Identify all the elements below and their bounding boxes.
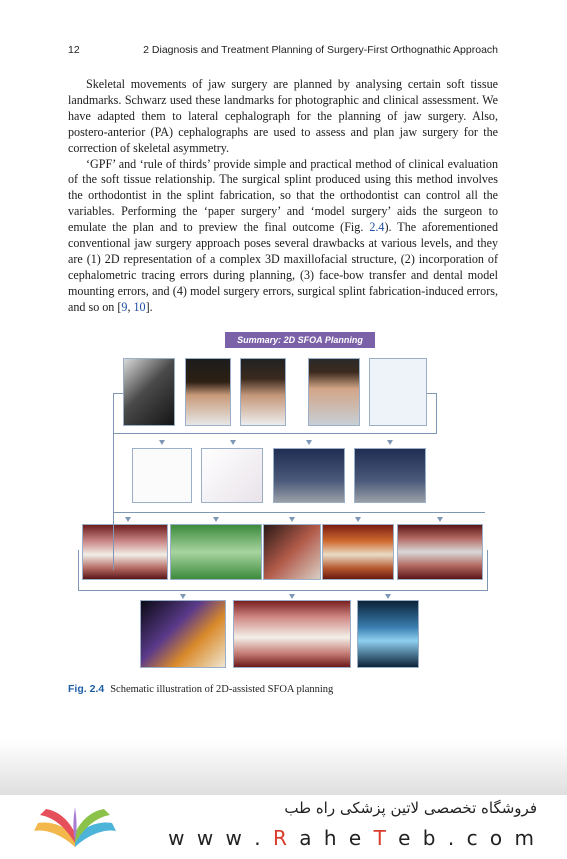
figure-2-4 bbox=[115, 330, 500, 675]
flow-connector bbox=[113, 512, 485, 513]
flow-arrow bbox=[289, 594, 295, 599]
flow-arrow bbox=[159, 440, 165, 445]
figure-caption bbox=[68, 683, 498, 695]
body-text bbox=[68, 77, 498, 316]
lateral-cephalogram-image bbox=[123, 358, 175, 426]
3d-ct-frontal-image bbox=[357, 600, 419, 668]
flow-arrow bbox=[213, 517, 219, 522]
running-title: 2 Diagnosis and Treatment Planning of Surgery-First Orthognathic Approach bbox=[143, 44, 498, 56]
citation-separator: , bbox=[127, 299, 134, 314]
flow-connector bbox=[78, 550, 79, 590]
flow-arrow bbox=[387, 440, 393, 445]
teeth-2-image bbox=[322, 524, 394, 580]
citation-link-9[interactable]: 9 bbox=[121, 299, 128, 314]
book-logo-icon bbox=[30, 803, 120, 853]
flow-arrow bbox=[437, 517, 443, 522]
splint-image bbox=[170, 524, 262, 580]
url-part: R bbox=[272, 826, 290, 850]
articulator-2-image bbox=[354, 448, 426, 503]
page-number: 12 bbox=[68, 44, 80, 56]
flow-arrow bbox=[230, 440, 236, 445]
paragraph-2-part: ]. bbox=[145, 299, 153, 314]
flow-connector bbox=[78, 590, 488, 591]
flow-arrow bbox=[355, 517, 361, 522]
teeth-1-image bbox=[82, 524, 168, 580]
paragraph-2-part: ). The aforementioned conventional jaw surgery approach poses several drawbacks at various levels, and they are (1) 2D representation of a complex 3D maxillofacial structure, (2) incorporation of cephalometric tracing errors during planning, (3) face-bow transfer and dental model mounting errors, and (4) model surgery errors, surgical splint fabrication-induced errors, and so on [ bbox=[68, 220, 498, 314]
citation-link-10[interactable]: 10 bbox=[133, 299, 146, 314]
articulator-1-image bbox=[273, 448, 345, 503]
cephalometric-tracing-image bbox=[132, 448, 192, 503]
flow-arrow bbox=[385, 594, 391, 599]
flow-connector bbox=[487, 550, 488, 590]
flow-connector bbox=[113, 393, 123, 394]
teeth-final-image bbox=[233, 600, 351, 668]
figure-caption-label: Fig. 2.4 bbox=[68, 683, 105, 695]
paragraph-2 bbox=[68, 157, 498, 316]
watermark-persian-text: فروشگاه تخصصی لاتین پزشکی راه طب bbox=[284, 799, 537, 817]
url-part: a h e bbox=[289, 826, 374, 850]
figure-title-banner: Summary: 2D SFOA Planning bbox=[225, 332, 375, 348]
url-part: T bbox=[373, 826, 389, 850]
figure-reference-link[interactable]: 2.4 bbox=[369, 220, 385, 235]
profile-photo-1-image bbox=[185, 358, 231, 426]
flow-connector bbox=[436, 393, 437, 433]
paragraph-1: Skeletal movements of jaw surgery are planned by analysing certain soft tissue landmarks. Schwarz used these landmarks for photographic and clinical assessment. We have adapted them to lateral cephalograph for the planning of jaw surgery. Also, postero-anterior (PA) cephalographs are used to assess and plan jaw surgery for the correction of skeletal asymmetry. bbox=[68, 77, 498, 155]
profile-photo-2-image bbox=[240, 358, 286, 426]
surgery-photo-image bbox=[263, 524, 321, 580]
flow-connector bbox=[113, 433, 437, 434]
page-bottom-shadow bbox=[0, 740, 567, 800]
3d-ct-lateral-image bbox=[140, 600, 226, 668]
flow-arrow bbox=[125, 517, 131, 522]
watermark-footer bbox=[0, 795, 567, 859]
frontal-photo-image bbox=[308, 358, 360, 426]
planning-document-image bbox=[369, 358, 427, 426]
teeth-3-image bbox=[397, 524, 483, 580]
flow-connector bbox=[113, 393, 114, 570]
running-header bbox=[68, 44, 498, 58]
url-part: e b . c o m bbox=[388, 826, 537, 850]
flow-arrow bbox=[180, 594, 186, 599]
flow-arrow bbox=[306, 440, 312, 445]
figure-caption-text: Schematic illustration of 2D-assisted SFOA planning bbox=[110, 684, 334, 695]
flow-arrow bbox=[289, 517, 295, 522]
url-part: w w w . bbox=[168, 826, 273, 850]
watermark-url[interactable] bbox=[168, 826, 537, 850]
paragraph-2-part: ‘GPF’ and ‘rule of thirds’ provide simple and practical method of clinical evaluation of the soft tissue relationship. The surgical splint produced using this method involves the orthodontist in the splint fabrication, so that the orthodontist can control all the variables. Performing the ‘paper surgery’ and ‘model surgery’ aids the surgeon to emulate the plan and to preview the final outcome (Fig. bbox=[68, 156, 498, 235]
paper-surgery-image bbox=[201, 448, 263, 503]
